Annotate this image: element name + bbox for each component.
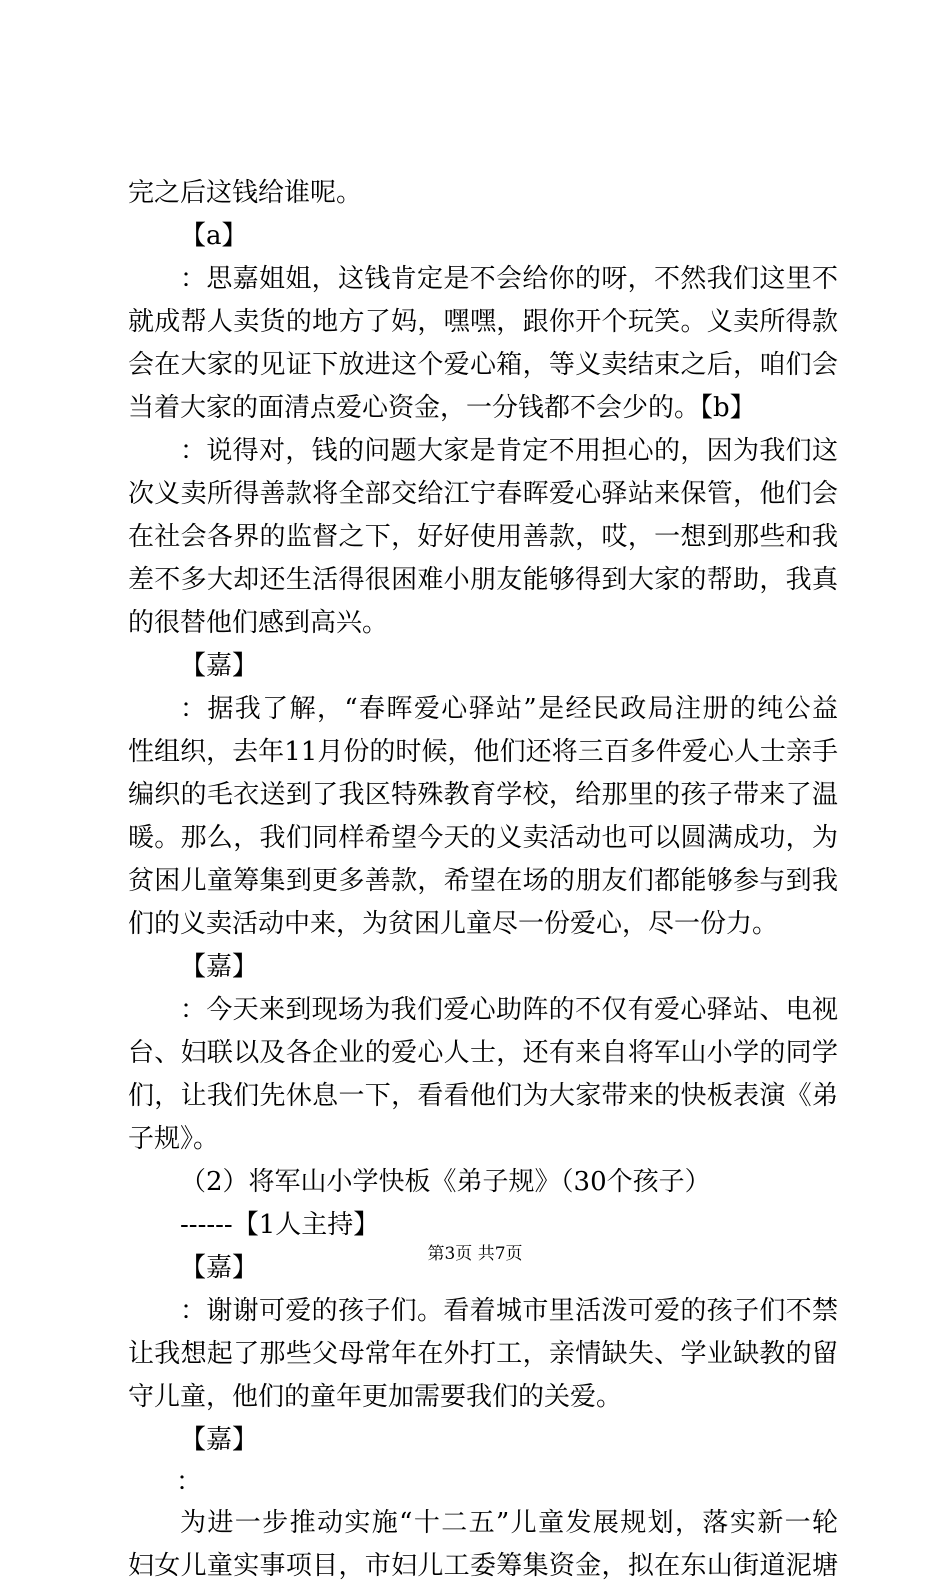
text-line: 差不多大却还生活得很困难小朋友能够得到大家的帮助，我真 (128, 565, 838, 595)
text-line: 就成帮人卖货的地方了妈，嘿嘿，跟你开个玩笑。义卖所得款 (128, 307, 838, 337)
host-note: ------【1人主持】 (180, 1210, 380, 1240)
text-line: 编织的毛衣送到了我区特殊教育学校，给那里的孩子带来了温 (128, 780, 838, 810)
text-line: 们的义卖活动中来，为贫困儿童尽一份爱心，尽一份力。 (128, 909, 779, 939)
text-line: 子规》。 (128, 1124, 220, 1154)
document-body (128, 172, 838, 1588)
page-footer: 第3页 共7页 (427, 1244, 523, 1264)
speaker-tag: 【a】 (180, 221, 248, 251)
text-line: 贫困儿童筹集到更多善款，希望在场的朋友们都能够参与到我 (128, 866, 838, 896)
text-line: ： (176, 1467, 203, 1497)
program-item: （2）将军山小学快板《弟子规》（30个孩子） (180, 1167, 711, 1197)
text-line: ：据我了解，“春晖爱心驿站”是经民政局注册的纯公益 (180, 694, 838, 724)
speaker-tag: 【嘉】 (180, 1253, 259, 1283)
text-line: ：说得对，钱的问题大家是肯定不用担心的，因为我们这 (180, 436, 838, 466)
text-line: ：思嘉姐姐，这钱肯定是不会给你的呀，不然我们这里不 (180, 264, 838, 294)
text-line: 台、妇联以及各企业的爱心人士，还有来自将军山小学的同学 (128, 1038, 838, 1068)
speaker-tag: 【嘉】 (180, 1425, 259, 1455)
text-line: 为进一步推动实施“十二五”儿童发展规划，落实新一轮 (180, 1508, 838, 1538)
text-line: 性组织，去年11月份的时候，他们还将三百多件爱心人士亲手 (128, 737, 838, 767)
text-line: 守儿童，他们的童年更加需要我们的关爱。 (128, 1382, 623, 1412)
text-line: 会在大家的见证下放进这个爱心箱，等义卖结束之后，咱们会 (128, 350, 838, 380)
text-line: 的很替他们感到高兴。 (128, 608, 389, 638)
text-line: 在社会各界的监督之下，好好使用善款，哎，一想到那些和我 (128, 522, 838, 552)
text-line: 完之后这钱给谁呢。 (128, 178, 363, 208)
text-line: 们，让我们先休息一下，看看他们为大家带来的快板表演《弟 (128, 1081, 838, 1111)
text-line: 当着大家的面清点爱心资金，一分钱都不会少的。【b】 (128, 393, 756, 423)
text-line: ：今天来到现场为我们爱心助阵的不仅有爱心驿站、电视 (180, 995, 838, 1025)
text-line: 暖。那么，我们同样希望今天的义卖活动也可以圆满成功，为 (128, 823, 838, 853)
text-line: 次义卖所得善款将全部交给江宁春晖爱心驿站来保管，他们会 (128, 479, 838, 509)
text-line: ：谢谢可爱的孩子们。看着城市里活泼可爱的孩子们不禁 (180, 1296, 838, 1326)
speaker-tag: 【嘉】 (180, 651, 259, 681)
speaker-tag: 【嘉】 (180, 952, 259, 982)
text-line: 让我想起了那些父母常年在外打工，亲情缺失、学业缺教的留 (128, 1339, 838, 1369)
text-line: 妇女儿童实事项目，市妇儿工委筹集资金，拟在东山街道泥塘 (128, 1551, 838, 1581)
